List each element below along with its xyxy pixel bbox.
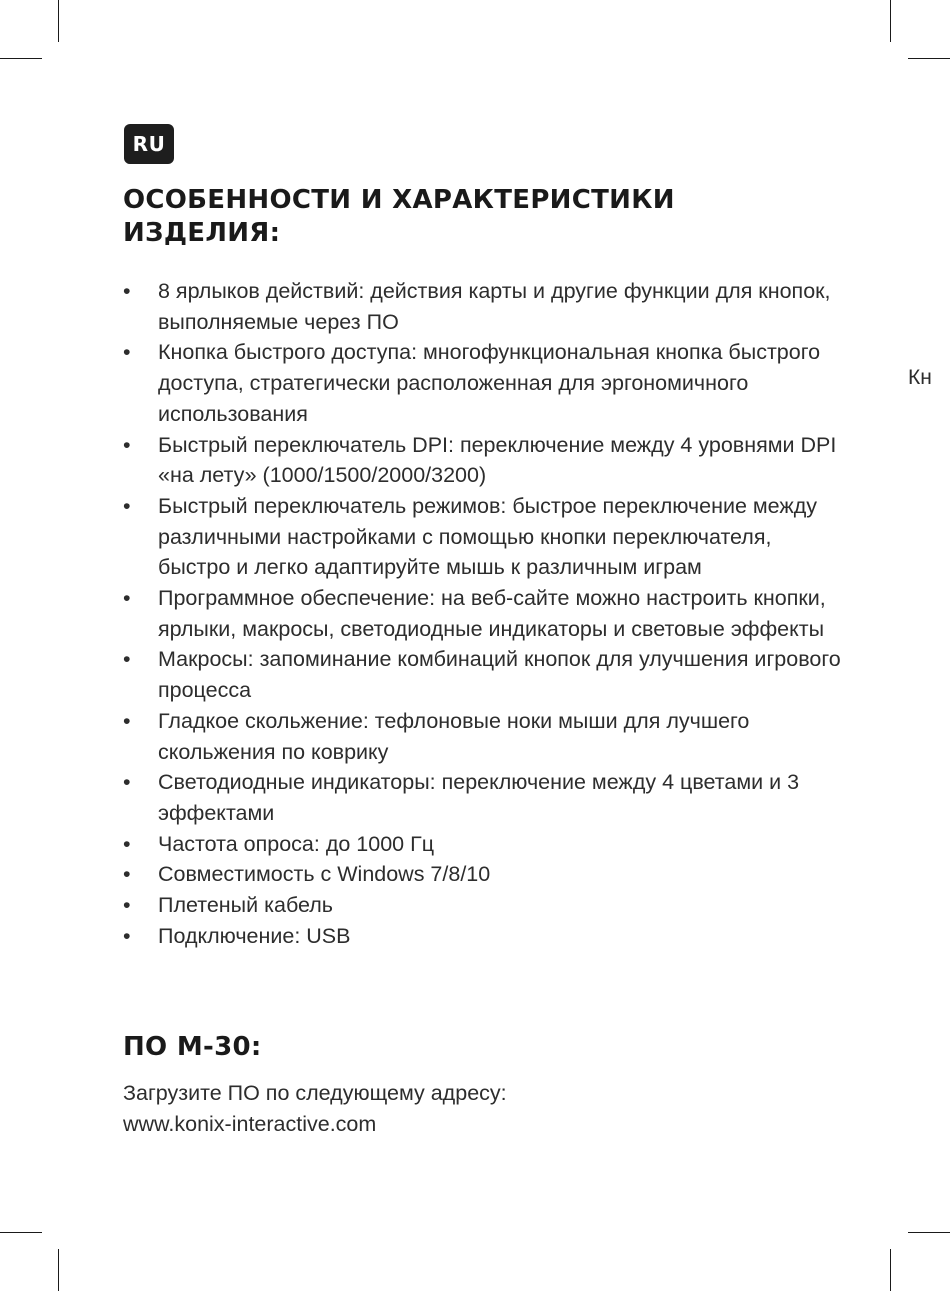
adjacent-page-text: Кн	[908, 366, 932, 389]
feature-item	[121, 430, 841, 491]
feature-item	[121, 829, 841, 860]
feature-text: Светодиодные индикаторы: переключение между 4 цветами и 3 эффектами	[158, 770, 800, 825]
feature-text: Быстрый переключатель DPI: переключение между 4 уровнями DPI «на лету» (1000/1500/2000/3200)	[158, 432, 837, 488]
feature-item	[121, 276, 841, 337]
feature-text: Частота опроса: до 1000 Гц	[158, 831, 435, 856]
feature-item	[121, 921, 841, 952]
feature-text: Подключение: USB	[158, 923, 351, 948]
bullet-icon: •	[123, 493, 131, 518]
crop-mark-bottom-left-horizontal	[0, 1232, 42, 1233]
features-list	[121, 276, 841, 951]
crop-mark-top-right-vertical	[890, 0, 891, 42]
feature-text: Макросы: запоминание комбинаций кнопок для улучшения игрового процесса	[158, 647, 841, 703]
feature-item	[121, 644, 841, 705]
language-badge: RU	[124, 124, 174, 164]
bullet-icon: •	[123, 340, 131, 365]
feature-text: Программное обеспечение: на веб-сайте можно настроить кнопки, ярлыки, макросы, светодиодные индикаторы и световые эффекты	[158, 586, 826, 641]
bullet-icon: •	[123, 893, 131, 918]
crop-mark-bottom-left-vertical	[58, 1249, 59, 1291]
feature-item	[121, 491, 841, 583]
crop-mark-top-left-vertical	[58, 0, 59, 42]
download-instruction: Загрузите ПО по следующему адресу:	[123, 1081, 507, 1105]
bullet-icon: •	[123, 586, 131, 611]
feature-item	[121, 337, 841, 429]
feature-item	[121, 767, 841, 828]
bullet-icon: •	[123, 279, 131, 303]
software-heading: ПО М-30:	[123, 1032, 262, 1062]
feature-item	[121, 890, 841, 921]
feature-text: Гладкое скольжение: тефлоновые ноки мыши для лучшего скольжения по коврику	[158, 708, 750, 764]
features-heading: ОСОБЕННОСТИ И ХАРАКТЕРИСТИКИ ИЗДЕЛИЯ:	[123, 185, 675, 248]
bullet-icon: •	[123, 647, 131, 672]
download-info	[123, 1078, 507, 1139]
feature-text: Совместимость с Windows 7/8/10	[158, 862, 491, 887]
bullet-icon: •	[123, 708, 131, 733]
crop-mark-top-left-horizontal	[0, 58, 42, 59]
feature-text: Быстрый переключатель режимов: быстрое переключение между различными настройками с помощью кнопки переключателя, быстро и легко адаптируйте мышь к различным играм	[158, 493, 818, 580]
feature-text: Плетеный кабель	[158, 893, 334, 918]
bullet-icon: •	[123, 831, 131, 856]
download-url: www.konix-interactive.com	[123, 1111, 377, 1136]
feature-item	[121, 859, 841, 890]
bullet-icon: •	[123, 862, 131, 887]
crop-mark-top-right-horizontal	[908, 58, 950, 59]
feature-item	[121, 583, 841, 644]
crop-mark-bottom-right-vertical	[890, 1249, 891, 1291]
crop-mark-bottom-right-horizontal	[908, 1232, 950, 1233]
feature-item	[121, 706, 841, 767]
feature-text: Кнопка быстрого доступа: многофункциональная кнопка быстрого доступа, стратегически расположенная для эргономичного использования	[158, 340, 821, 426]
bullet-icon: •	[123, 770, 131, 795]
bullet-icon: •	[123, 432, 131, 457]
bullet-icon: •	[123, 923, 131, 948]
feature-text: 8 ярлыков действий: действия карты и другие функции для кнопок, выполняемые через ПО	[158, 279, 831, 334]
